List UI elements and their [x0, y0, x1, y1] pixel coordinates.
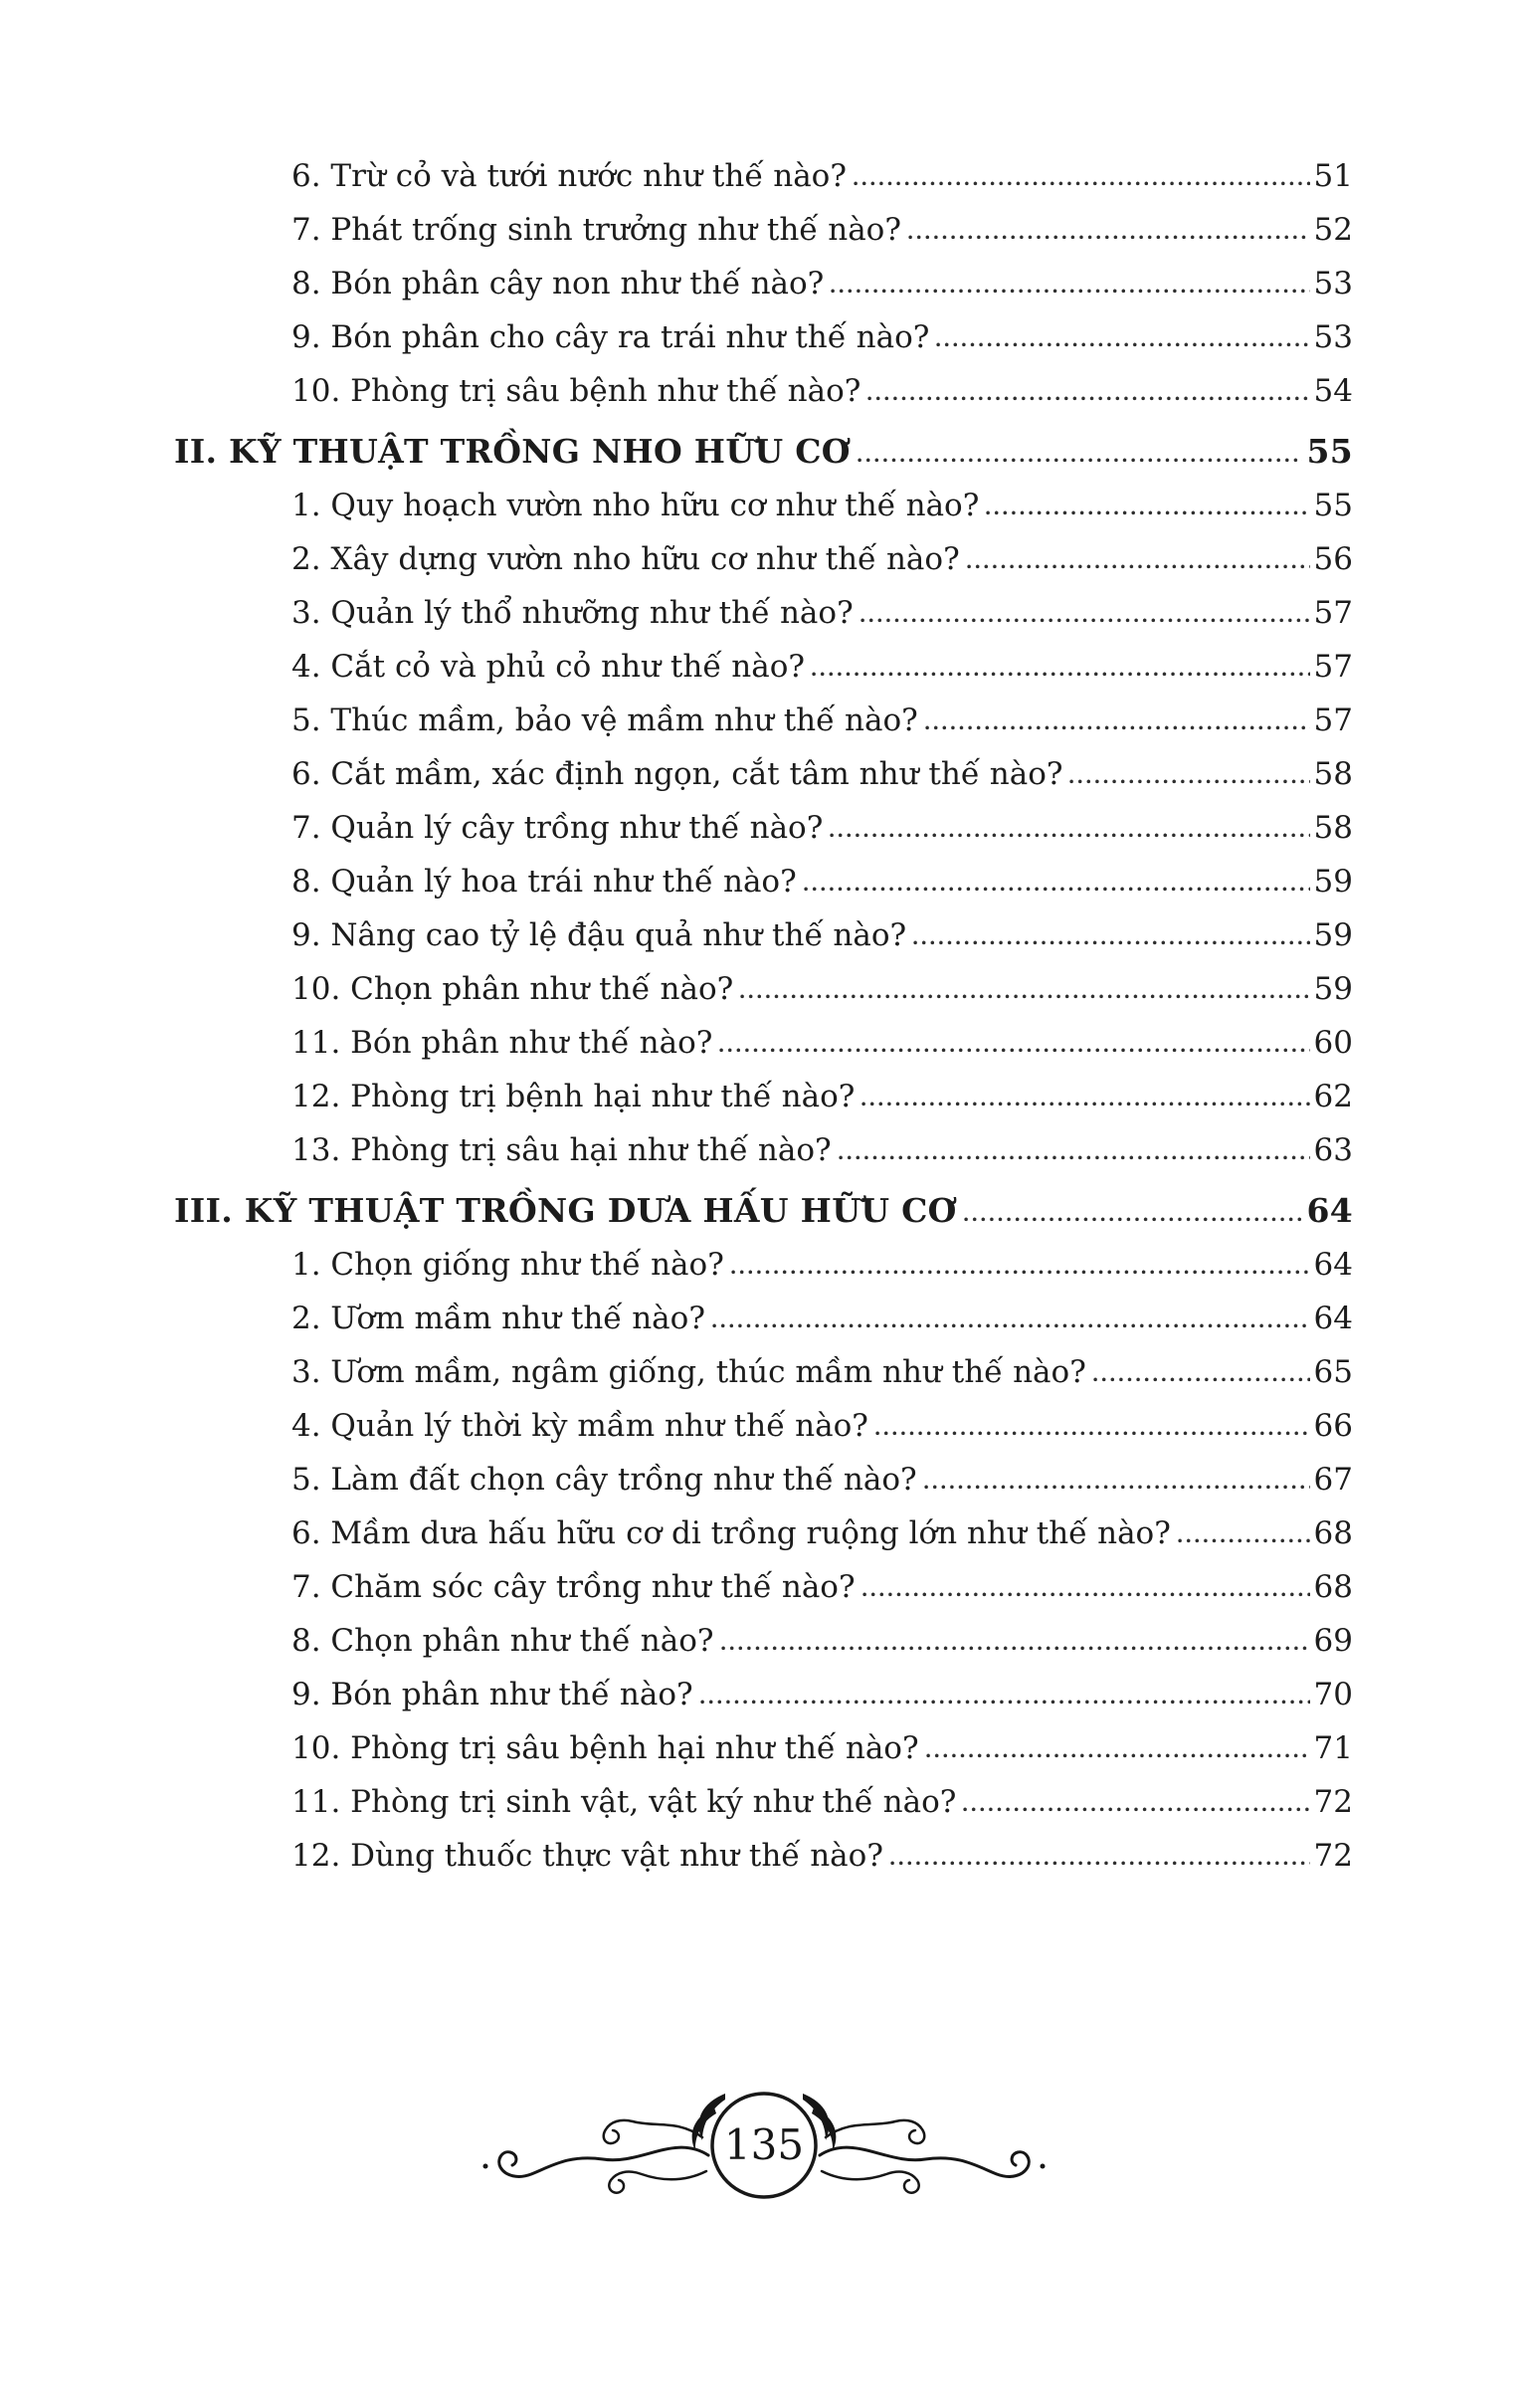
toc-list: [174, 149, 1353, 1883]
toc-entry-page-number: 55: [1313, 488, 1353, 523]
toc-entry-label: 7. Quản lý cây trồng như thế nào?: [291, 810, 824, 846]
toc-entry-label: 5. Thúc mầm, bảo vệ mầm như thế nào?: [291, 702, 918, 738]
toc-leader-dots: [964, 1215, 1303, 1222]
toc-item-row: [174, 1016, 1353, 1070]
toc-entry-label: 6. Cắt mầm, xác định ngọn, cắt tâm như thế nào?: [291, 756, 1063, 792]
toc-entry-label: 1. Chọn giống như thế nào?: [291, 1247, 724, 1283]
toc-item-row: [174, 203, 1353, 257]
toc-entry-label: 9. Bón phân như thế nào?: [291, 1677, 693, 1712]
toc-entry-label: 7. Chăm sóc cây trồng như thế nào?: [291, 1569, 856, 1605]
toc-entry-label: 11. Bón phân như thế nào?: [291, 1025, 713, 1061]
toc-item-row: [174, 1238, 1353, 1292]
toc-leader-dots: [721, 1644, 1310, 1651]
toc-entry-label: 8. Chọn phân như thế nào?: [291, 1623, 714, 1659]
toc-entry-page-number: 59: [1313, 917, 1353, 953]
toc-entry-page-number: 54: [1313, 373, 1353, 409]
toc-item-row: [174, 1292, 1353, 1345]
toc-entry-page-number: 67: [1313, 1462, 1353, 1498]
toc-item-row: [174, 310, 1353, 364]
toc-entry-page-number: 64: [1313, 1301, 1353, 1336]
toc-entry-label: 8. Bón phân cây non như thế nào?: [291, 266, 825, 301]
toc-item-row: [174, 1123, 1353, 1177]
toc-leader-dots: [731, 1268, 1310, 1275]
toc-leader-dots: [875, 1429, 1310, 1436]
flourish-left: [482, 2094, 725, 2193]
toc-entry-label: 2. Ươm mầm như thế nào?: [291, 1301, 705, 1336]
toc-item-row: [174, 962, 1353, 1016]
toc-entry-label: 5. Làm đất chọn cây trồng như thế nào?: [291, 1462, 917, 1498]
toc-entry-page-number: 53: [1313, 319, 1353, 355]
toc-item-row: [174, 1668, 1353, 1721]
toc-entry-page-number: 58: [1313, 810, 1353, 846]
toc-item-row: [174, 694, 1353, 747]
toc-item-row: [174, 1345, 1353, 1399]
toc-entry-label: 11. Phòng trị sinh vật, vật ký như thế nào?: [291, 1784, 957, 1820]
toc-leader-dots: [804, 885, 1310, 892]
toc-entry-page-number: 57: [1313, 649, 1353, 685]
toc-entry-page-number: 59: [1313, 971, 1353, 1007]
toc-entry-page-number: 60: [1313, 1025, 1353, 1061]
toc-item-row: [174, 855, 1353, 908]
toc-entry-label: 8. Quản lý hoa trái như thế nào?: [291, 864, 797, 900]
toc-section-row: [174, 425, 1353, 479]
toc-leader-dots: [1093, 1375, 1310, 1382]
toc-entry-label: 1. Quy hoạch vườn nho hữu cơ như thế nào?: [291, 488, 980, 523]
toc-entry-page-number: 57: [1313, 702, 1353, 738]
toc-entry-label: III. KỸ THUẬT TRỒNG DƯA HẤU HỮU CƠ: [174, 1191, 957, 1230]
toc-entry-page-number: 59: [1313, 864, 1353, 900]
toc-leader-dots: [986, 508, 1309, 515]
toc-leader-dots: [839, 1153, 1310, 1160]
toc-entry-label: 13. Phòng trị sâu hại như thế nào?: [291, 1132, 832, 1168]
toc-item-row: [174, 149, 1353, 203]
toc-entry-page-number: 63: [1313, 1132, 1353, 1168]
toc-leader-dots: [1178, 1536, 1310, 1543]
toc-entry-page-number: 69: [1313, 1623, 1353, 1659]
toc-leader-dots: [719, 1046, 1309, 1053]
page-footer: [174, 2068, 1353, 2237]
toc-leader-dots: [861, 1100, 1309, 1106]
toc-entry-page-number: 71: [1313, 1730, 1353, 1766]
toc-leader-dots: [712, 1321, 1310, 1328]
toc-item-row: [174, 1829, 1353, 1883]
toc-item-row: [174, 364, 1353, 418]
toc-entry-label: 3. Ươm mầm, ngâm giống, thúc mầm như thế nào?: [291, 1354, 1086, 1390]
toc-leader-dots: [967, 562, 1310, 569]
toc-entry-label: II. KỸ THUẬT TRỒNG NHO HỮU CƠ: [174, 432, 851, 471]
toc-item-row: [174, 257, 1353, 310]
toc-entry-page-number: 51: [1313, 158, 1353, 194]
toc-leader-dots: [925, 723, 1310, 730]
toc-leader-dots: [860, 616, 1310, 623]
toc-entry-label: 12. Dùng thuốc thực vật như thế nào?: [291, 1838, 883, 1874]
toc-item-row: [174, 1399, 1353, 1453]
toc-leader-dots: [812, 670, 1310, 677]
toc-entry-label: 6. Mầm dưa hấu hữu cơ di trồng ruộng lớn như thế nào?: [291, 1515, 1171, 1551]
toc-leader-dots: [908, 233, 1310, 240]
toc-item-row: [174, 1775, 1353, 1829]
toc-entry-page-number: 66: [1313, 1408, 1353, 1444]
toc-entry-page-number: 68: [1313, 1515, 1353, 1551]
toc-item-row: [174, 1721, 1353, 1775]
toc-entry-page-number: 58: [1313, 756, 1353, 792]
toc-item-row: [174, 1070, 1353, 1123]
toc-entry-label: 10. Phòng trị sâu bệnh như thế nào?: [291, 373, 861, 409]
toc-entry-label: 10. Chọn phân như thế nào?: [291, 971, 734, 1007]
toc-item-row: [174, 640, 1353, 694]
toc-entry-page-number: 72: [1313, 1838, 1353, 1874]
toc-leader-dots: [740, 992, 1309, 999]
toc-item-row: [174, 1614, 1353, 1668]
toc-entry-label: 3. Quản lý thổ nhưỡng như thế nào?: [291, 595, 854, 631]
toc-item-row: [174, 1506, 1353, 1560]
toc-entry-page-number: 64: [1306, 1191, 1353, 1230]
toc-item-row: [174, 747, 1353, 801]
toc-leader-dots: [867, 394, 1309, 401]
toc-entry-page-number: 55: [1306, 432, 1353, 471]
footer-ornament: [446, 2068, 1082, 2237]
toc-entry-page-number: 56: [1313, 541, 1353, 577]
toc-entry-page-number: 53: [1313, 266, 1353, 301]
toc-leader-dots: [936, 340, 1309, 347]
toc-entry-label: 4. Quản lý thời kỳ mầm như thế nào?: [291, 1408, 868, 1444]
toc-leader-dots: [924, 1483, 1310, 1490]
toc-leader-dots: [830, 831, 1309, 838]
toc-leader-dots: [700, 1698, 1310, 1705]
page-number: 135: [723, 2120, 804, 2169]
toc-leader-dots: [854, 179, 1310, 186]
toc-entry-label: 9. Nâng cao tỷ lệ đậu quả như thế nào?: [291, 917, 907, 953]
toc-leader-dots: [913, 938, 1309, 945]
toc-leader-dots: [1069, 777, 1309, 784]
toc-item-row: [174, 801, 1353, 855]
toc-section-row: [174, 1184, 1353, 1238]
toc-entry-label: 10. Phòng trị sâu bệnh hại như thế nào?: [291, 1730, 919, 1766]
flourish-right: [803, 2094, 1046, 2193]
toc-entry-label: 7. Phát trống sinh trưởng như thế nào?: [291, 212, 901, 248]
toc-item-row: [174, 586, 1353, 640]
toc-item-row: [174, 1560, 1353, 1614]
toc-entry-page-number: 65: [1313, 1354, 1353, 1390]
toc-leader-dots: [926, 1751, 1310, 1758]
toc-leader-dots: [890, 1859, 1310, 1866]
toc-leader-dots: [963, 1805, 1309, 1812]
toc-entry-label: 6. Trừ cỏ và tưới nước như thế nào?: [291, 158, 847, 194]
toc-item-row: [174, 1453, 1353, 1506]
toc-leader-dots: [858, 456, 1303, 463]
toc-item-row: [174, 532, 1353, 586]
toc-entry-label: 12. Phòng trị bệnh hại như thế nào?: [291, 1079, 856, 1114]
toc-leader-dots: [862, 1590, 1310, 1597]
toc-entry-page-number: 64: [1313, 1247, 1353, 1283]
toc-entry-page-number: 68: [1313, 1569, 1353, 1605]
toc-entry-label: 2. Xây dựng vườn nho hữu cơ như thế nào?: [291, 541, 960, 577]
toc-entry-page-number: 57: [1313, 595, 1353, 631]
toc-entry-label: 9. Bón phân cho cây ra trái như thế nào?: [291, 319, 930, 355]
toc-entry-page-number: 72: [1313, 1784, 1353, 1820]
toc-leader-dots: [831, 287, 1309, 294]
toc-entry-label: 4. Cắt cỏ và phủ cỏ như thế nào?: [291, 649, 806, 685]
toc-entry-page-number: 52: [1313, 212, 1353, 248]
toc-entry-page-number: 70: [1313, 1677, 1353, 1712]
toc-entry-page-number: 62: [1313, 1079, 1353, 1114]
toc-item-row: [174, 479, 1353, 532]
toc-item-row: [174, 908, 1353, 962]
